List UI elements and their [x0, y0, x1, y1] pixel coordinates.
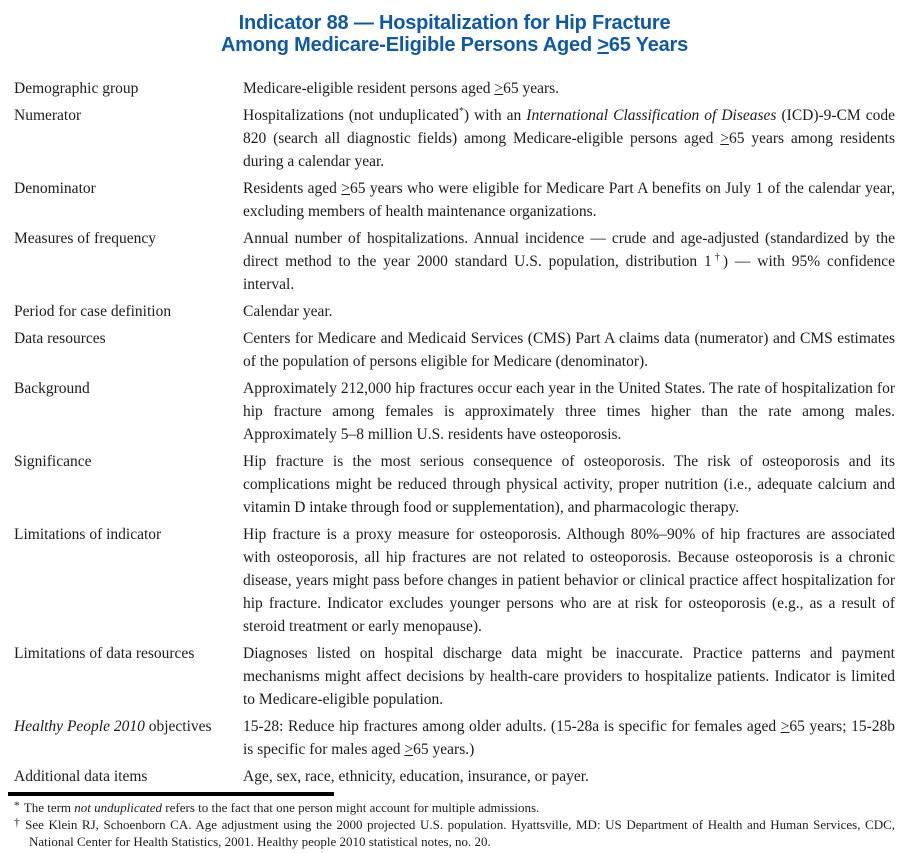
def-label-period-for-case-definition: Period for case definition — [14, 303, 172, 320]
def-row-period-for-case-definition — [14, 300, 895, 323]
footnote-dagger — [14, 817, 895, 850]
footnote-asterisk-marker: * — [14, 800, 20, 812]
def-row-demographic-group — [14, 77, 895, 100]
def-value-period-for-case-definition: Calendar year. — [243, 303, 333, 320]
def-row-additional-data-items — [14, 765, 895, 788]
def-row-measures-of-frequency — [14, 227, 895, 296]
def-row-data-resources — [14, 327, 895, 373]
page-title — [14, 12, 895, 56]
def-row-limitations-of-data-resources — [14, 642, 895, 711]
def-value-additional-data-items: Age, sex, race, ethnicity, education, insurance, or payer. — [243, 768, 589, 785]
def-label-additional-data-items: Additional data items — [14, 768, 148, 785]
def-label-limitations-of-indicator: Limitations of indicator — [14, 526, 162, 543]
def-value-data-resources: Centers for Medicare and Medicaid Services (CMS) Part A claims data (numerator) and CMS estimates of the population of persons eligible for Medicare (denominator). — [243, 330, 895, 370]
footnote-asterisk-text: The term not unduplicated refers to the fact that one person might account for multiple admissions. — [23, 800, 540, 815]
def-value-healthy-people-2010-objectives: 15-28: Reduce hip fractures among older adults. (15-28a is specific for females aged >65 years; 15-28b is specific for males aged >65 years.) — [243, 718, 895, 758]
def-label-denominator: Denominator — [14, 180, 96, 197]
def-label-measures-of-frequency: Measures of frequency — [14, 230, 157, 247]
def-label-significance: Significance — [14, 453, 92, 470]
def-row-significance — [14, 450, 895, 519]
footnotes — [14, 800, 895, 850]
page-title-line-2: Among Medicare-Eligible Persons Aged >65 Years — [220, 34, 689, 56]
def-value-denominator: Residents aged >65 years who were eligible for Medicare Part A benefits on July 1 of the calendar year, excluding members of health maintenance organizations. — [243, 180, 895, 220]
def-label-demographic-group: Demographic group — [14, 80, 139, 97]
def-value-limitations-of-data-resources: Diagnoses listed on hospital discharge data might be inaccurate. Practice patterns and payment mechanisms might affect decisions by health-care providers to hospitalize patients. Indicator is limited to Medicare-eligible population. — [243, 645, 895, 708]
def-row-limitations-of-indicator — [14, 523, 895, 638]
def-row-numerator — [14, 104, 895, 173]
footnote-dagger-text: See Klein RJ, Schoenborn CA. Age adjustment using the 2000 projected U.S. population. Hyattsville, MD: US Department of Health and Human Services, CDC, National Center for Health Statistics, 2001. Healthy people 2010 statistical notes, no. 20. — [25, 817, 896, 849]
def-value-demographic-group: Medicare-eligible resident persons aged >65 years. — [243, 80, 560, 97]
def-value-background: Approximately 212,000 hip fractures occur each year in the United States. The rate of hospitalization for hip fracture among females is approximately three times higher than the rate among males. Approximately 5–8 million U.S. residents have osteoporosis. — [243, 380, 895, 443]
footnote-rule — [8, 792, 334, 796]
def-value-numerator: Hospitalizations (not unduplicated*) with an International Classification of Diseases (ICD)-9-CM code 820 (search all diagnostic fields) among Medicare-eligible persons aged >65 years among residents during a calendar year. — [243, 105, 895, 170]
def-value-significance: Hip fracture is the most serious consequence of osteoporosis. The risk of osteoporosis and its complications might be reduced through physical activity, proper nutrition (i.e., adequate calcium and vitamin D intake through food or supplementation), and pharmacologic therapy. — [243, 453, 895, 516]
definition-list — [14, 77, 895, 788]
footnote-dagger-marker: † — [14, 817, 22, 829]
def-label-limitations-of-data-resources: Limitations of data resources — [14, 645, 195, 662]
def-label-background: Background — [14, 380, 90, 397]
def-row-denominator — [14, 177, 895, 223]
def-label-numerator: Numerator — [14, 107, 82, 124]
footnote-asterisk — [14, 800, 895, 817]
def-value-measures-of-frequency: Annual number of hospitalizations. Annual incidence — crude and age-adjusted (standardized by the direct method to the year 2000 standard U.S. population, distribution 1†) — with 95% confidence interval. — [243, 230, 896, 293]
def-row-healthy-people-2010-objectives — [14, 715, 895, 761]
page-title-line-1: Indicator 88 — Hospitalization for Hip Fracture — [238, 12, 671, 34]
def-label-healthy-people-2010-objectives: Healthy People 2010 objectives — [14, 718, 212, 735]
def-value-limitations-of-indicator: Hip fracture is a proxy measure for osteoporosis. Although 80%–90% of hip fractures are associated with osteoporosis, all hip fractures are not related to osteoporosis. Because osteoporosis is a chronic disease, years might pass before changes in patient behavior or clinical practice affect hospitalization for hip fracture. Indicator excludes younger persons who are at risk for osteoporosis (e.g., as a result of steroid treatment or early menopause). — [243, 526, 895, 635]
def-row-background — [14, 377, 895, 446]
def-label-data-resources: Data resources — [14, 330, 106, 347]
